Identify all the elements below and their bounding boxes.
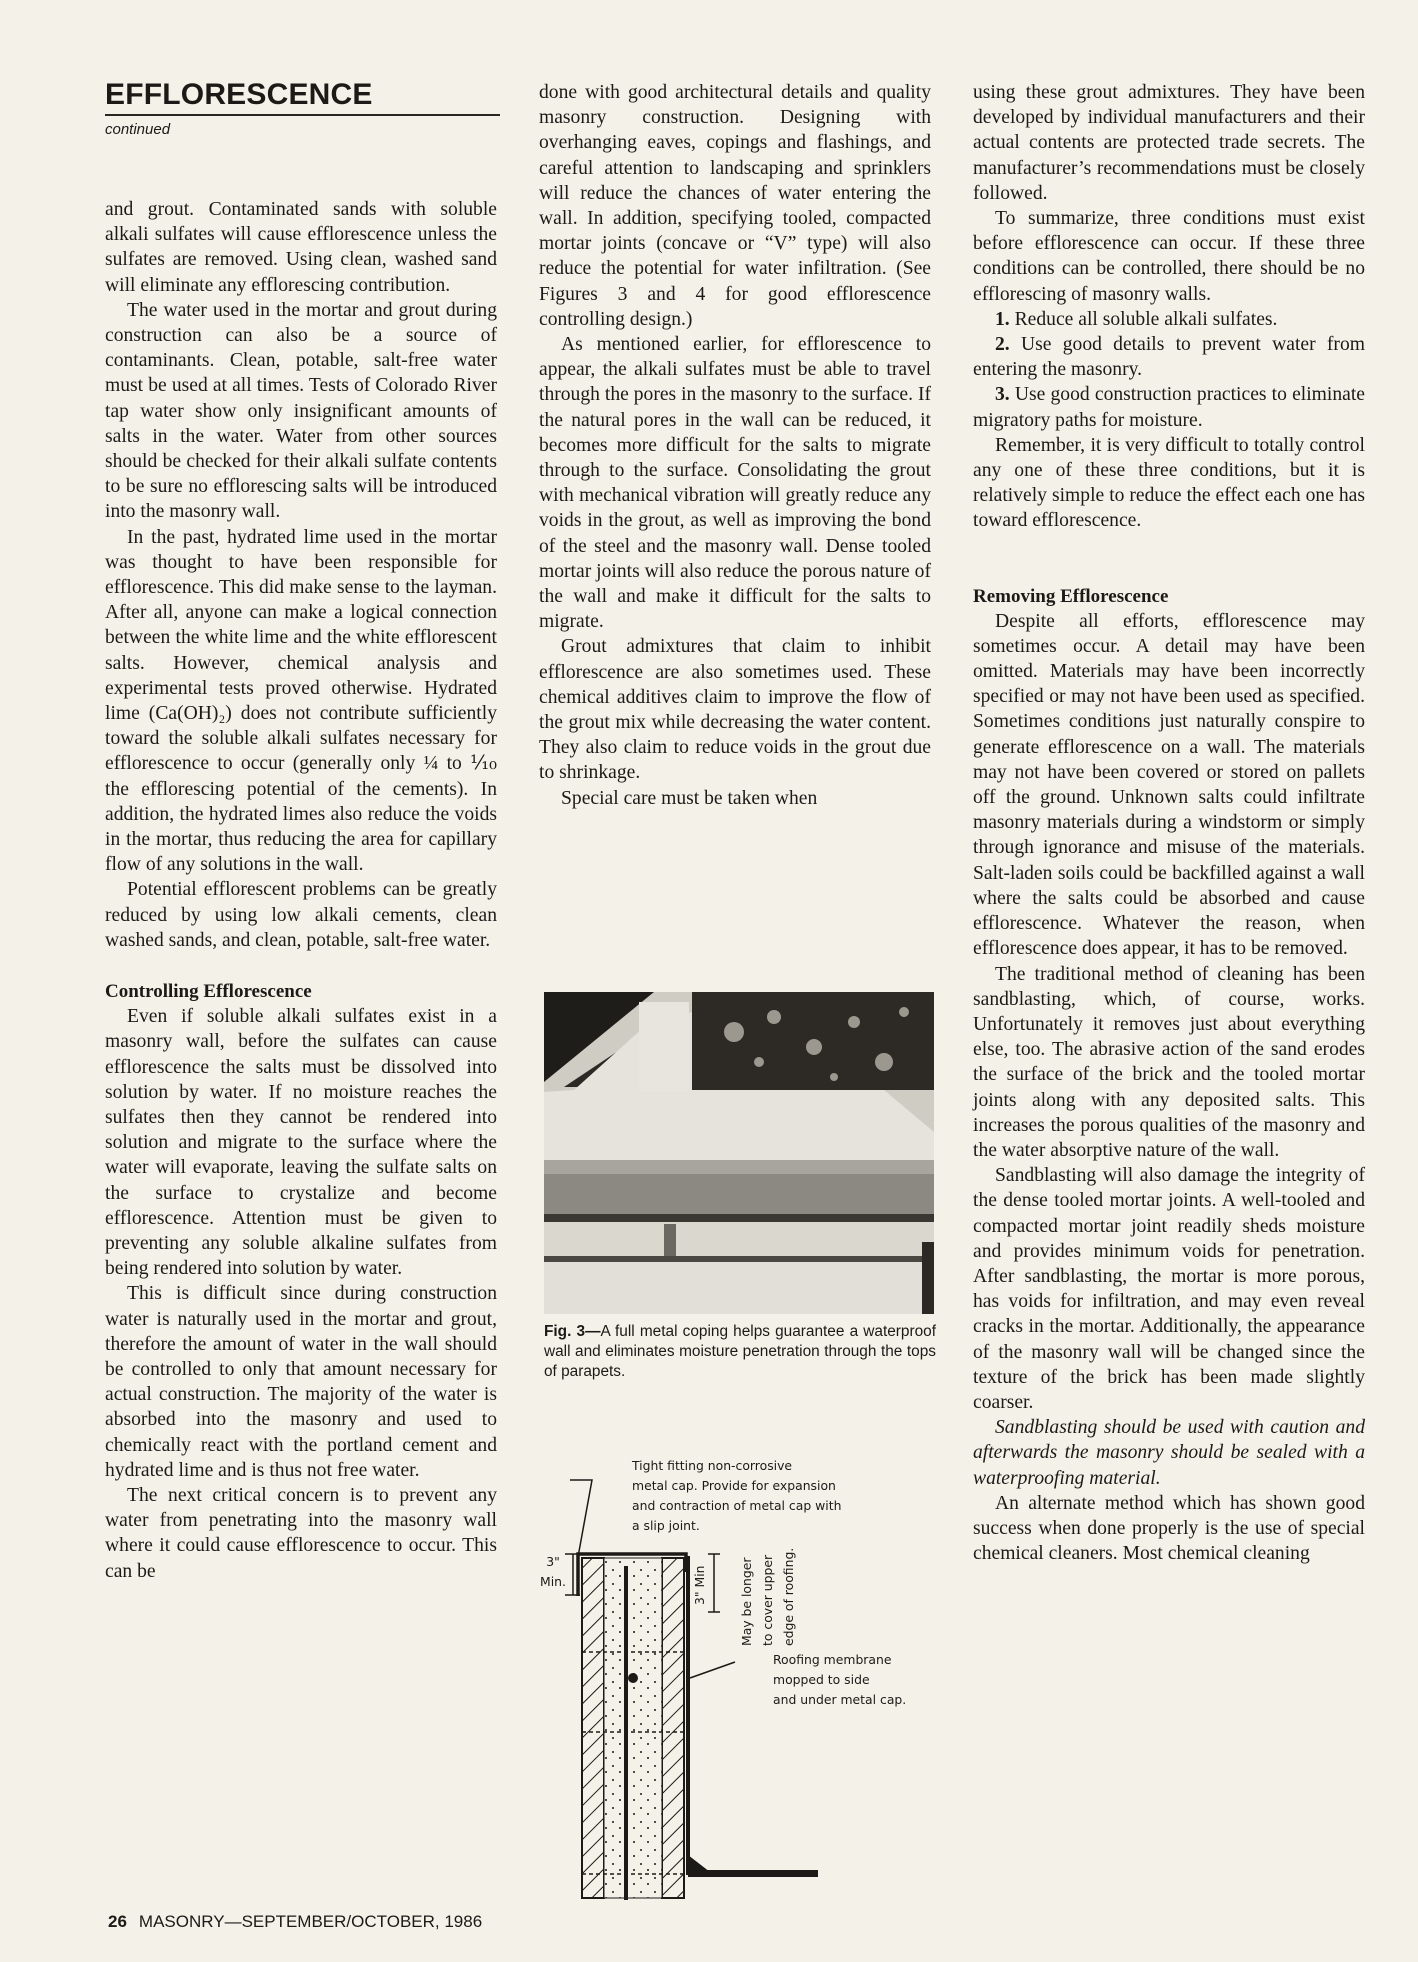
section-heading-removing: Removing Efflorescence [973, 585, 1169, 607]
column-1 [105, 197, 497, 1584]
figure-3-photo [544, 992, 934, 1314]
paragraph: and grout. Contaminated sands with soluble alkali sulfates will cause efflorescence unless the sulfates are removed. Using clean, washed sand will eliminate any efflorescing contribution. [105, 199, 497, 296]
paragraph: To summarize, three conditions must exist before efflorescence can occur. If these three conditions can be controlled, there should be no efflorescing of masonry walls. [973, 208, 1365, 305]
paragraph: Remember, it is very difficult to totally control any one of these three conditions, but it is relatively simple to reduce the effect each one has toward efflorescence. [973, 434, 1365, 532]
label-line: and under metal cap. [773, 1692, 907, 1707]
list-item [973, 332, 1365, 382]
paragraph: As mentioned earlier, for efflorescence to appear, the alkali sulfates must be able to travel through the pores in the masonry to the surface. If the natural pores in the wall can be reduced, it becomes more difficult for the salts to migrate through to the surface. Consolidating the grout with mechanical vibration will greatly reduce any voids in the grout, as well as improving the bond of the steel and the masonry wall. Dense tooled mortar joints will also reduce the porous nature of the wall and make it difficult for the salts to migrate. [539, 334, 931, 633]
label-line: a slip joint. [632, 1518, 700, 1533]
left-dimension-label [540, 1552, 566, 1592]
paragraph: The traditional method of cleaning has been sandblasting, which, of course, works. Unfortunately it removes just about everything else, too. The abrasive action of the sand erodes the surface of the brick and the tooled mortar joints along with any deposited salts. This increases the porous qualities of the masonry and the water absorptive nature of the wall. [973, 963, 1365, 1161]
paragraph: In the past, hydrated lime used in the mortar was thought to have been responsible for efflorescence. This did make sense to the layman. After all, anyone can make a logical connection between the white lime and the white efflorescent salts. However, chemical analysis and experimental tests proved otherwise. Hydrated lime (Ca(OH)₂) does not contribute sufficiently toward the soluble alkali sulfates necessary for efflorescence to occur (generally only ¼ to ⅒ the efflorescing potential of the cements). In addition, the hydrated limes also reduce the voids in the mortar, thus reducing the area for capillary flow of any solutions in the wall. [105, 526, 497, 876]
label-line: mopped to side [773, 1672, 870, 1687]
label-line: Roofing membrane [773, 1652, 892, 1667]
section-heading-controlling: Controlling Efflorescence [105, 981, 312, 1003]
figure-caption-text: A full metal coping helps guarantee a waterproof wall and eliminates moisture penetration through the tops of parapets. [544, 1323, 936, 1380]
list-text: Use good details to prevent water from entering the masonry. [973, 334, 1365, 381]
list-item [973, 307, 1365, 332]
paragraph: This is difficult since during construction water is naturally used in the mortar and grout, therefore the amount of water in the wall should be controlled to only that amount necessary for actual construction. The majority of the water is absorbed into the masonry and used to chemically react with the portland cement and hydrated lime and is thus not free water. [105, 1283, 497, 1481]
italic-paragraph: Sandblasting should be used with caution and afterwards the masonry should be sealed with a waterproofing material. [973, 1417, 1365, 1489]
column-3 [973, 80, 1365, 1566]
title-rule [105, 114, 500, 116]
paragraph: Special care must be taken when [561, 787, 818, 809]
continued-label: continued [105, 121, 171, 138]
paragraph: Grout admixtures that claim to inhibit efflorescence are also sometimes used. These chemical additives claim to improve the flow of the grout mix while decreasing the water content. They also claim to reduce voids in the grout due to shrinkage. [539, 636, 931, 784]
paragraph: The next critical concern is to prevent any water from penetrating into the masonry wall where it could cause efflorescence to occur. This can be [105, 1484, 497, 1582]
paragraph: An alternate method which has shown good success when done properly is the use of special chemical cleaners. Most chemical cleaning [973, 1492, 1365, 1565]
list-text: Use good construction practices to eliminate migratory paths for moisture. [973, 384, 1365, 431]
publication-info: MASONRY—SEPTEMBER/OCTOBER, 1986 [138, 1912, 483, 1931]
paragraph: Despite all efforts, efflorescence may sometimes occur. A detail may have been omitted. Materials may have been incorrectly specified or may not have been used as specified. Sometimes conditions just naturally conspire to generate efflorescence on a wall. The materials may not have been covered or stored on pallets off the ground. Unknown salts could infiltrate masonry materials during a windstorm or simply through ignorance and misuse of the materials. Salt-laden soils could be backfilled against a wall where the salts could be absorbed and cause efflorescence. Whatever the reason, when efflorescence does appear, it has to be removed. [973, 610, 1365, 960]
page-footer [108, 1912, 482, 1932]
svg-text:to cover upper: to cover upper [760, 1554, 775, 1646]
figure-label: Fig. 3— [544, 1323, 601, 1340]
spacer [105, 953, 497, 979]
label-line: Min. [540, 1574, 566, 1589]
label-line: metal cap. Provide for expansion [632, 1478, 836, 1493]
roofing-membrane-label [773, 1650, 906, 1710]
paragraph: Even if soluble alkali sulfates exist in a masonry wall, before the sulfates can cause efflorescence the salts must be dissolved into solution by water. If no moisture reaches the sulfates then they cannot be rendered into solution and migrate to the surface where the water will evaporate, leaving the sulfate salts on the surface to crystalize and become efflorescence. Attention must be given to preventing any soluble alkaline sulfates from being rendered into solution by water. [105, 1006, 497, 1280]
paragraph: Potential efflorescent problems can be greatly reduced by using low alkali cements, clean washed sands, and clean, potable, salt-free water. [105, 879, 497, 951]
svg-text:edge of roofing.: edge of roofing. [781, 1547, 796, 1646]
metal-cap-label [632, 1456, 841, 1536]
list-number: 2. [995, 334, 1010, 356]
parapet-section-drawing [540, 1440, 960, 1900]
list-number: 3. [995, 384, 1010, 406]
paragraph: The water used in the mortar and grout during construction can also be a source of contaminants. Clean, potable, salt-free water must be used at all times. Tests of Colorado River tap water show only insignificant amounts of salts in the water. Water from other sources should be checked for their alkali sulfate contents to be sure no efflorescing salts will be introduced into the masonry wall. [105, 299, 497, 523]
label-line: Tight fitting non-corrosive [632, 1458, 793, 1473]
metal-coping-photo-image [544, 992, 934, 1314]
paragraph: using these grout admixtures. They have been developed by individual manufacturers and their actual contents are protected trade secrets. The manufacturer’s recommendations must be closely followed. [973, 82, 1365, 204]
svg-text:May be longer: May be longer [739, 1557, 754, 1646]
label-line: 3" [546, 1554, 560, 1569]
paragraph: Sandblasting will also damage the integrity of the dense tooled mortar joints. A well-tooled and compacted mortar joint readily sheds moisture and provides minimum voids for penetration. After sandblasting, the mortar is more porous, has voids for infiltration, and may even reveal cracks in the mortar. Additionally, the appearance of the masonry wall will be changed since the texture of the brick has been made slightly coarser. [973, 1165, 1365, 1413]
spacer [973, 534, 1365, 584]
article-title: EFFLORESCENCE [105, 78, 373, 111]
column-2 [539, 80, 931, 811]
paragraph: done with good architectural details and quality masonry construction. Designing with overhanging eaves, copings and flashings, and careful attention to landscaping and sprinklers will reduce the chances of water entering the wall. In addition, specifying tooled, compacted mortar joints (concave or “V” type) will also reduce the potential for water infiltration. (See Figures 3 and 4 for good efflorescence controlling design.) [539, 82, 931, 330]
page-number: 26 [108, 1912, 127, 1931]
label-line: and contraction of metal cap with [632, 1498, 842, 1513]
list-number: 1. [995, 308, 1010, 330]
figure-3-caption [544, 1322, 936, 1382]
article-masthead [105, 78, 500, 138]
right-dimension-label: 3" Min [692, 1565, 707, 1605]
list-item [973, 382, 1365, 432]
list-text: Reduce all soluble alkali sulfates. [1014, 308, 1278, 330]
